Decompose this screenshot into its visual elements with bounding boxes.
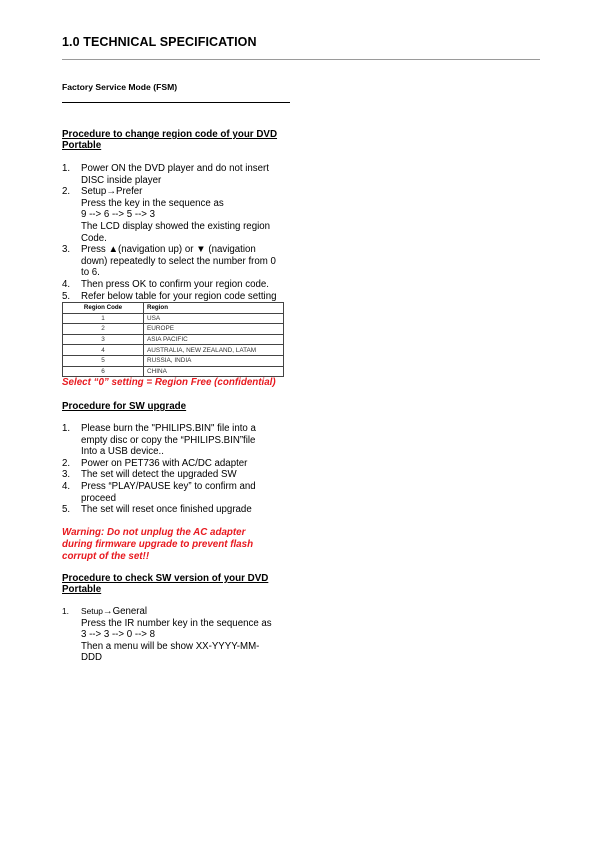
list-item: [62, 458, 294, 470]
step-line: Power ON the DVD player and do not insert: [81, 163, 269, 174]
step-line: Power on PET736 with AC/DC adapter: [81, 457, 248, 469]
step-line: to 6.: [81, 267, 100, 279]
table-row: [63, 324, 284, 335]
step-line: Refer below table for your region code setting: [81, 290, 277, 302]
list-item: [62, 279, 294, 291]
step-line: down) repeatedly to select the number from 0: [81, 255, 276, 267]
general-label: →General: [102, 606, 148, 617]
list-item: [62, 163, 294, 186]
table-row: [63, 345, 284, 356]
heading-line: Portable: [62, 140, 102, 152]
sw-version-heading: [62, 573, 292, 595]
step-line: proceed: [81, 492, 117, 504]
step-number: 5.: [62, 290, 71, 302]
step-number: 3.: [62, 244, 71, 256]
region-cell: EUROPE: [144, 324, 284, 335]
step-line: Press the IR number key in the sequence as: [81, 617, 272, 629]
step-number: 4.: [62, 278, 71, 290]
step-line: DDD: [81, 652, 102, 664]
table-row: [63, 313, 284, 324]
region-procedure-heading: [62, 129, 292, 151]
step-line: Code.: [81, 232, 107, 244]
step-number: 1.: [62, 423, 71, 434]
region-code-cell: 3: [63, 334, 144, 345]
step-number: 1.: [62, 606, 69, 616]
setup-label: Setup: [81, 606, 103, 616]
step-line: Setup→Prefer: [81, 186, 143, 198]
region-code-cell: 2: [63, 324, 144, 335]
fsm-divider: [62, 102, 290, 103]
header-divider: [62, 59, 540, 60]
region-cell: CHINA: [144, 366, 284, 377]
step-line: Press the key in the sequence as: [81, 197, 224, 209]
step-line: The set will detect the upgraded SW: [81, 469, 237, 481]
table-row: [63, 366, 284, 377]
firmware-warning: [62, 527, 287, 562]
warning-line: during firmware upgrade to prevent flash: [62, 538, 254, 550]
list-item: [62, 481, 294, 504]
heading-line: Procedure to change region code of your DVD: [62, 129, 278, 140]
step-number: 3.: [62, 469, 71, 481]
list-item: [62, 469, 294, 481]
step-line: Press “PLAY/PAUSE key” to confirm and: [81, 480, 256, 492]
region-code-cell: 5: [63, 355, 144, 366]
list-item: [62, 504, 294, 516]
region-cell: RUSSIA, INDIA: [144, 355, 284, 366]
sw-version-steps: [62, 606, 294, 664]
region-free-note: Select “0” setting = Region Free (confidential): [62, 377, 276, 388]
column-header-region: Region: [144, 303, 284, 314]
region-procedure-steps: [62, 163, 294, 302]
table-row: [63, 355, 284, 366]
sw-upgrade-heading: Procedure for SW upgrade: [62, 401, 187, 412]
table-row: [63, 334, 284, 345]
page-title: 1.0 TECHNICAL SPECIFICATION: [62, 35, 257, 49]
step-number: 4.: [62, 480, 71, 492]
region-cell: ASIA PACIFIC: [144, 334, 284, 345]
step-line: empty disc or copy the “PHILIPS.BIN”file: [81, 434, 256, 446]
step-line: The LCD display showed the existing region: [81, 220, 271, 232]
list-item: [62, 606, 294, 664]
heading-line: Portable: [62, 584, 102, 596]
list-item: [62, 244, 294, 279]
step-line: 9 --> 6 --> 5 --> 3: [81, 209, 156, 221]
fsm-title: Factory Service Mode (FSM): [62, 82, 178, 92]
region-cell: AUSTRALIA, NEW ZEALAND, LATAM: [144, 345, 284, 356]
list-item: [62, 291, 294, 303]
step-number: 2.: [62, 186, 71, 198]
step-number: 1.: [62, 163, 71, 174]
region-code-cell: 1: [63, 313, 144, 324]
region-cell: USA: [144, 313, 284, 324]
step-line: Please burn the "PHILIPS.BIN" file into a: [81, 423, 256, 434]
step-line: [81, 606, 294, 618]
step-number: 2.: [62, 457, 71, 469]
step-line: Then press OK to confirm your region code.: [81, 278, 269, 290]
list-item: [62, 423, 294, 458]
region-code-cell: 4: [63, 345, 144, 356]
step-number: 5.: [62, 504, 71, 516]
warning-line: corrupt of the set!!: [62, 550, 150, 562]
step-line: Press ▲(navigation up) or ▼ (navigation: [81, 244, 256, 256]
heading-line: Procedure to check SW version of your DVD: [62, 573, 269, 584]
table-header-row: [63, 303, 284, 314]
step-line: Then a menu will be show XX-YYYY-MM-: [81, 640, 260, 652]
list-item: [62, 186, 294, 244]
sw-upgrade-steps: [62, 423, 294, 516]
region-code-table: [62, 302, 284, 377]
step-line: The set will reset once finished upgrade: [81, 504, 252, 516]
warning-line: Warning: Do not unplug the AC adapter: [62, 527, 246, 538]
step-line: Into a USB device..: [81, 446, 164, 458]
step-line: DISC inside player: [81, 174, 162, 186]
column-header-region-code: Region Code: [63, 303, 144, 314]
step-line: 3 --> 3 --> 0 --> 8: [81, 629, 156, 641]
region-code-cell: 6: [63, 366, 144, 377]
